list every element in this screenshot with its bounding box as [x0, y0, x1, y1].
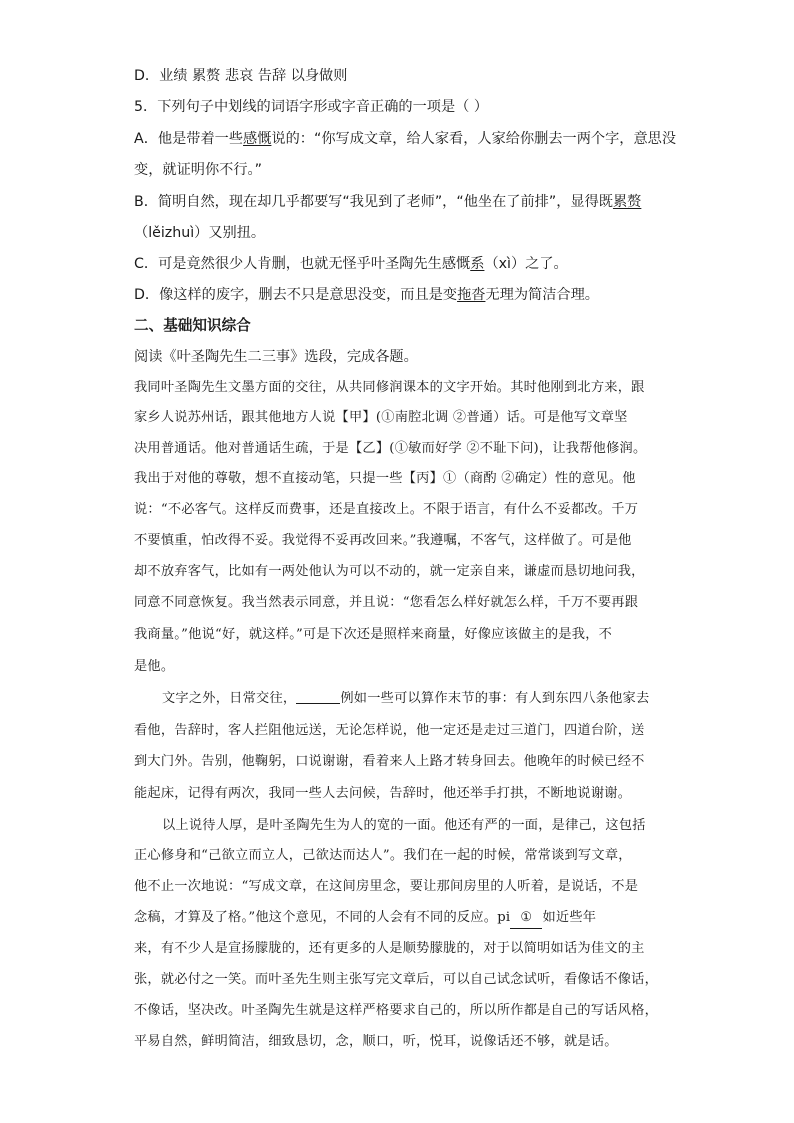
- passage-text: 如近些年: [542, 910, 597, 925]
- passage-line: 我出于对他的尊敬，想不直接动笔，只提一些【丙】①（商酌 ②确定）性的意见。他: [134, 471, 636, 486]
- passage-line: 平易自然，鲜明简洁，细致恳切，念，顺口，听，悦耳，说像话还不够，就是话。: [134, 1034, 618, 1049]
- passage-line: 到大门外。告别，他鞠躬，口说谢谢，看着来人上路才转身回去。他晚年的时候已经不: [134, 754, 645, 769]
- passage-line: 能起床，记得有两次，我同一些人去问候，告辞时，他还举手打拱，不断地说谢谢。: [134, 786, 632, 801]
- blank-number-1: [510, 908, 542, 929]
- q5-option-b: [134, 192, 641, 212]
- passage-line: 看他，告辞时，客人拦阻他远送，无论怎样说，他一定还是走过三道门，四道台阶，送: [134, 723, 645, 738]
- passage-line: 不像话，坚决改。叶圣陶先生就是这样严格要求自己的，所以所作都是自己的写话风格，: [134, 1003, 659, 1018]
- q5-c-text: C．可是竟然很少人肯删，也就无怪乎叶圣陶先生感慨: [134, 256, 471, 272]
- passage-line: 同意不同意恢复。我当然表示同意，并且说：“您看怎么样好就怎么样，千万不要再跟: [134, 595, 639, 610]
- passage-line: [162, 689, 649, 709]
- passage-line: 来，有不少人是宣扬朦胧的，还有更多的人是顺势朦胧的，对于以简明如话为佳文的主: [134, 941, 645, 956]
- q5-option-d: [134, 285, 599, 305]
- passage-line: 决用普通话。他对普通话生疏，于是【乙】(①敏而好学 ②不耻下问)，让我帮他修润。: [134, 441, 647, 456]
- passage-line: 说：“不必客气。这样反而费事，还是直接改上。不限于语言，有什么不妥都改。千万: [134, 502, 639, 517]
- q5-option-b-cont: （lěizhuì）又别扭。: [134, 225, 266, 241]
- section-instruction: 阅读《叶圣陶先生二三事》选段，完成各题。: [134, 349, 418, 365]
- q5-d-text: D．像这样的废字，删去不只是意思没变，而且是变: [134, 287, 458, 303]
- passage-text: 例如一些可以算作末节的事：有人到东四八条他家去: [340, 691, 650, 706]
- q5-a-underlined: 感慨: [243, 131, 272, 147]
- q5-b-text: B．简明自然，现在却几乎都要写“我见到了老师”，“他坐在了前排”，显得既: [134, 194, 613, 210]
- blank-number-label: ①: [520, 910, 533, 925]
- q5-a-text-tail: 说的：“你写成文章，给人家看，人家给你删去一两个字，意思没: [271, 131, 677, 147]
- passage-text: 念稿，才算及了格。”他这个意见，不同的人会有不同的反应。pi: [134, 910, 511, 925]
- fill-blank: [296, 689, 340, 704]
- passage-line: 我同叶圣陶先生文墨方面的交往，从共同修润课本的文字开始。其时他刚到北方来，跟: [134, 380, 645, 395]
- passage-line: 不要慎重，怕改得不妥。我觉得不妥再改回来。”我遵嘱，不客气，这样做了。可是他: [134, 533, 632, 548]
- passage-line: 他不止一次地说：“写成文章，在这间房里念，要让那间房里的人听着，是说话，不是: [134, 879, 639, 894]
- q5-option-a: [134, 129, 676, 149]
- passage-line: 正心修身和“己欲立而立人，己欲达而达人”。我们在一起的时候，常常谈到写文章，: [134, 848, 632, 863]
- q5-d-underlined: 拖沓: [457, 287, 486, 303]
- passage-line: 我商量。”他说“好，就这样。”可是下次还是照样来商量，好像应该做主的是我，不: [134, 627, 613, 642]
- passage-line: 是他。: [134, 659, 175, 674]
- q5-a-text: A．他是带着一些: [134, 131, 244, 147]
- passage-line: 以上说待人厚，是叶圣陶先生为人的宽的一面。他还有严的一面，是律己，这包括: [162, 818, 646, 833]
- q5-c-underlined: 系: [470, 256, 485, 272]
- q5-b-underlined: 累赘: [612, 194, 642, 210]
- passage-line: 家乡人说苏州话，跟其他地方人说【甲】(①南腔北调 ②普通）话。可是他写文章坚: [134, 410, 628, 425]
- q4-option-d: D．业绩 累赘 悲哀 告辞 以身做则: [134, 68, 348, 84]
- passage-line: 却不放弃客气，比如有一两处他认为可以不动的，就一定亲自来，谦虚而恳切地问我，: [134, 564, 645, 579]
- passage-line: 张，就必付之一笑。而叶圣先生则主张写完文章后，可以自己试念试听，看像话不像话，: [134, 972, 659, 987]
- passage-text: 文字之外，日常交往，: [162, 691, 297, 706]
- q5-option-a-cont: 变，就证明你不行。”: [134, 162, 262, 178]
- q5-c-text-tail: （xì）之了。: [484, 256, 568, 272]
- q5-d-text-tail: 无理为简洁合理。: [485, 287, 599, 303]
- passage-line: [134, 908, 596, 929]
- q5-option-c: [134, 254, 568, 274]
- section-heading: 二、基础知识综合: [134, 317, 251, 334]
- q5-stem: 5．下列句子中划线的词语字形或字音正确的一项是（ ）: [134, 99, 489, 115]
